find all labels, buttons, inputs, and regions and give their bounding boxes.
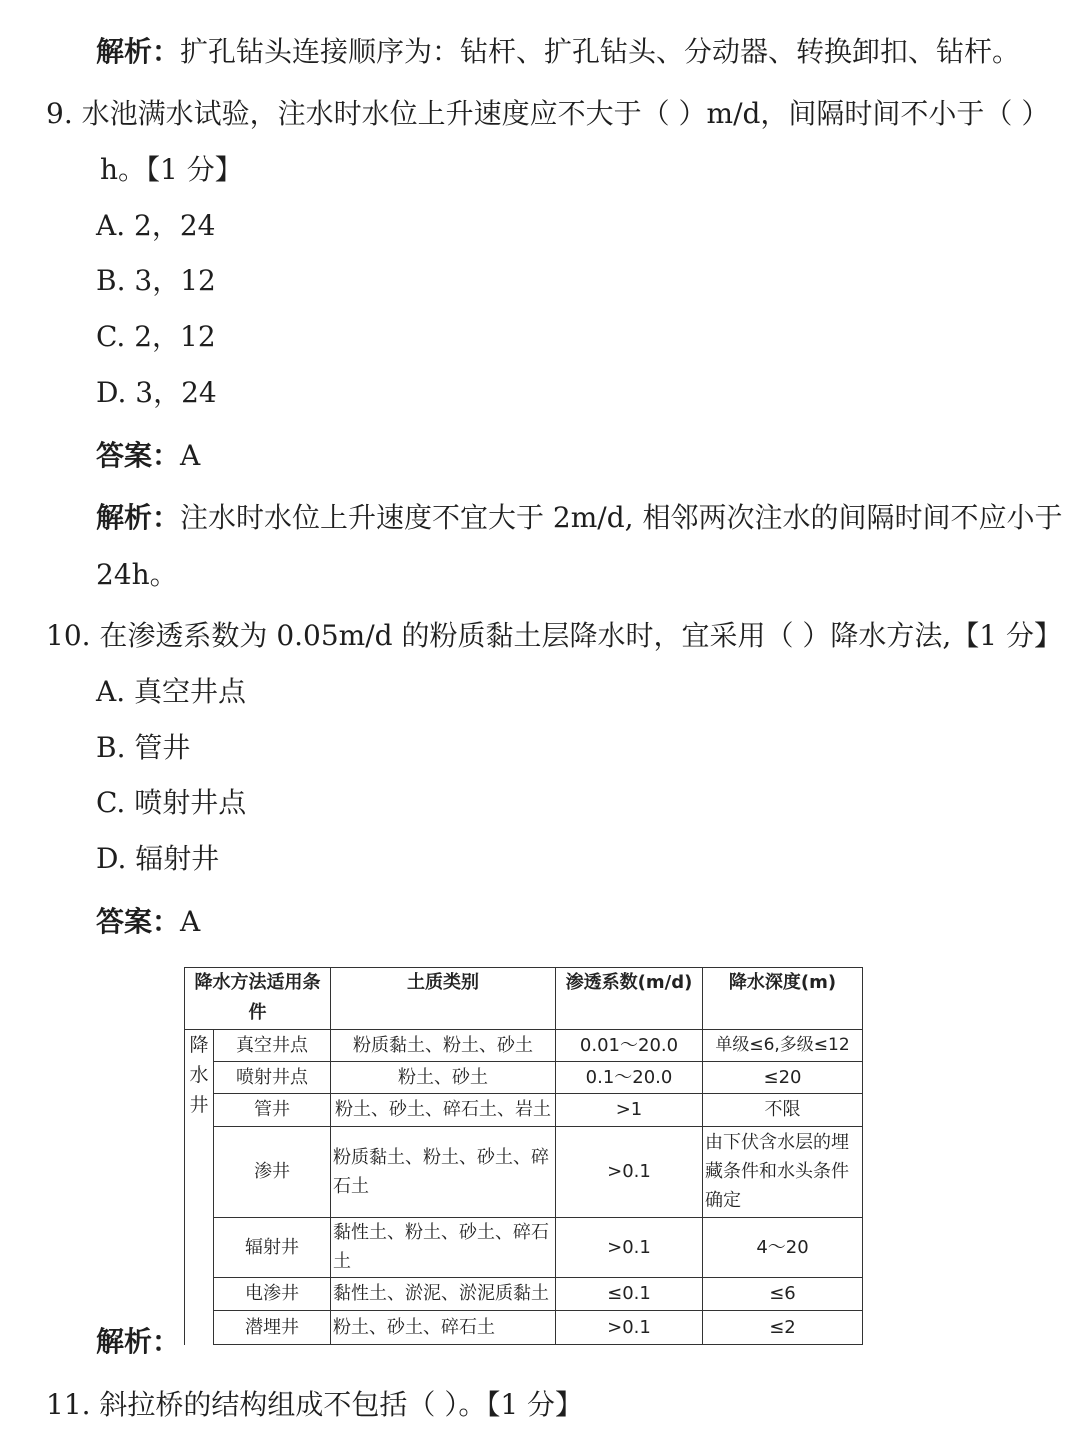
row-soil: 黏性土、淤泥、淤泥质黏土 (331, 1278, 556, 1310)
row-method: 潜埋井 (214, 1310, 331, 1344)
row-depth: 由下伏含水层的埋藏条件和水头条件确定 (703, 1126, 863, 1217)
row-soil: 黏性土、粉土、砂土、碎石土 (331, 1217, 556, 1278)
row-method: 辐射井 (214, 1217, 331, 1278)
q9-answer-value: A (180, 439, 201, 472)
q10-option-d: D. 辐射井 (96, 842, 220, 875)
row-permeability: >0.1 (556, 1310, 703, 1344)
q9-stem-line2: h。【1 分】 (100, 153, 243, 186)
q9-explanation-line2: 24h。 (96, 558, 178, 591)
row-soil: 粉质黏土、粉土、砂土、碎石土 (331, 1126, 556, 1217)
q9-stem-line1: 9. 水池满水试验，注水时水位上升速度应不大于（ ）m/d，间隔时间不小于（ ） (46, 97, 1050, 130)
row-soil: 粉土、砂土、碎石土 (331, 1310, 556, 1344)
q9-explanation-text: 注水时水位上升速度不宜大于 2m/d, 相邻两次注水的间隔时间不应小于 (180, 501, 1063, 534)
q10-option-c: C. 喷射井点 (96, 786, 247, 819)
q10-stem: 10. 在渗透系数为 0.05m/d 的粉质黏土层降水时，宜采用（ ）降水方法,【1 分】 (46, 619, 1063, 652)
q8-explanation-label: 解析： (96, 35, 181, 68)
row-depth: ≤2 (703, 1310, 863, 1344)
row-method: 渗井 (214, 1126, 331, 1217)
dewatering-table (184, 967, 862, 1345)
q10-answer-label: 答案： (96, 905, 181, 938)
header-depth: 降水深度(m) (703, 968, 863, 1030)
q10-option-a: A. 真空井点 (96, 675, 247, 708)
row-method: 管井 (214, 1094, 331, 1126)
q10-answer-value: A (180, 905, 201, 938)
q9-option-c: C. 2，12 (96, 320, 216, 353)
row-soil: 粉土、砂土、碎石土、岩土 (331, 1094, 556, 1126)
q9-answer-label: 答案： (96, 439, 181, 472)
row-method: 真空井点 (214, 1029, 331, 1061)
q9-explanation-line1 (96, 498, 1062, 538)
row-method: 喷射井点 (214, 1061, 331, 1093)
row-method: 电渗井 (214, 1278, 331, 1310)
row-soil: 粉土、砂土 (331, 1061, 556, 1093)
q10-answer (96, 902, 200, 942)
row-soil: 粉质黏土、粉土、砂土 (331, 1029, 556, 1061)
group-label-char: 降 (189, 1033, 209, 1056)
row-depth: 单级≤6,多级≤12 (703, 1029, 863, 1061)
q9-option-a: A. 2，24 (96, 209, 216, 242)
header-soil: 土质类别 (331, 968, 556, 1030)
row-permeability: >1 (556, 1094, 703, 1126)
row-depth: 4～20 (703, 1217, 863, 1278)
row-depth: 不限 (703, 1094, 863, 1126)
q9-answer (96, 436, 200, 476)
q9-option-b: B. 3，12 (96, 264, 216, 297)
row-permeability: 0.1～20.0 (556, 1061, 703, 1093)
header-method: 降水方法适用条件 (185, 968, 331, 1030)
row-permeability: >0.1 (556, 1217, 703, 1278)
group-label-char: 井 (189, 1093, 209, 1116)
row-depth: ≤6 (703, 1278, 863, 1310)
q10-option-b: B. 管井 (96, 731, 191, 764)
q9-explanation-label: 解析： (96, 501, 181, 534)
group-label (185, 1029, 214, 1344)
row-depth: ≤20 (703, 1061, 863, 1093)
row-permeability: >0.1 (556, 1126, 703, 1217)
row-permeability: 0.01～20.0 (556, 1029, 703, 1061)
q8-explanation-text: 扩孔钻头连接顺序为：钻杆、扩孔钻头、分动器、转换卸扣、钻杆。 (180, 35, 1021, 68)
group-label-char: 水 (189, 1063, 209, 1086)
row-permeability: ≤0.1 (556, 1278, 703, 1310)
q8-explanation (96, 32, 1020, 72)
q11-stem: 11. 斜拉桥的结构组成不包括（ ）。【1 分】 (46, 1388, 584, 1421)
q10-explanation-label: 解析： (96, 1325, 181, 1358)
header-permeability: 渗透系数(m/d) (556, 968, 703, 1030)
q9-option-d: D. 3，24 (96, 376, 217, 409)
